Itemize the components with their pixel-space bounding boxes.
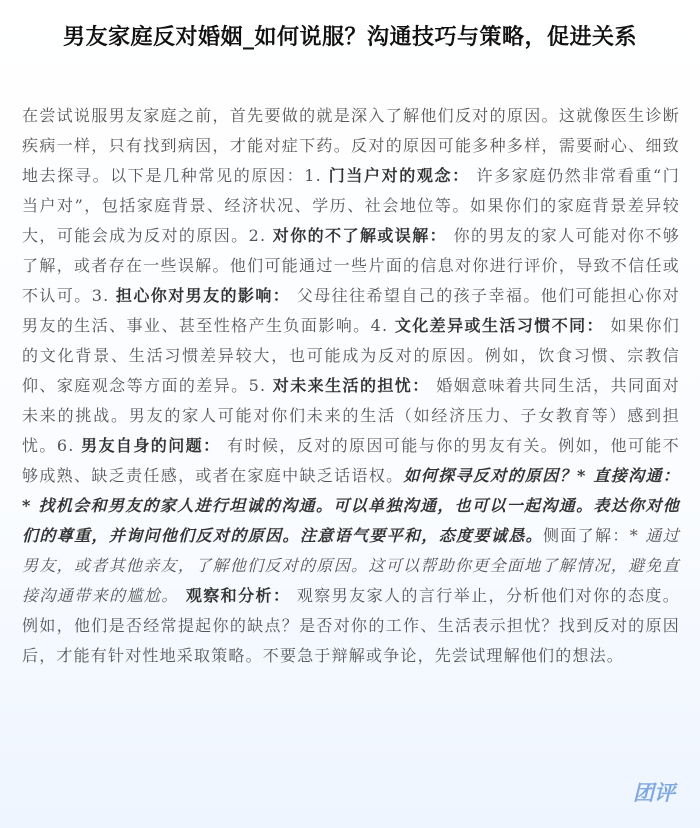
reason-heading-5: 对未来生活的担忧： xyxy=(272,376,430,395)
reason-text-4: 如果你们的文化背景、生活习惯差异较大，也可能成为反对的原因。例如，饮食习惯、宗教信仰、家庭观念等方面的差异。 xyxy=(22,316,680,395)
reason-heading-2: 对你的不了解或误解： xyxy=(272,226,448,245)
site-logo xyxy=(630,778,678,806)
item-number-1: 1. xyxy=(304,166,329,185)
reason-heading-4: 文化差异或生活习惯不同： xyxy=(394,316,604,335)
reason-text-1: 许多家庭仍然非常看重“门当户对”，包括家庭背景、经济状况、学历、社会地位等。如果你们的家庭背景差异较大，可能会成为反对的原因。 xyxy=(22,166,680,245)
reason-text-3: 父母往往希望自己的孩子幸福。他们可能担心你对男友的生活、事业、甚至性格产生负面影响。 xyxy=(22,286,680,335)
reason-heading-3: 担心你对男友的影响： xyxy=(115,286,291,305)
observe-label: 观察和分析： xyxy=(178,586,291,605)
site-logo-text: 团评 xyxy=(633,781,675,805)
article-body xyxy=(22,101,680,671)
side-inquiry-text: * 通过男友，或者其他亲友，了解他们反对的原因。这可以帮助你更全面地了解情况，避免直接沟通带来的尴尬。 xyxy=(22,526,680,605)
intro-text: 在尝试说服男友家庭之前，首先要做的就是深入了解他们反对的原因。这就像医生诊断疾病一样，只有找到病因，才能对症下药。反对的原因可能多种多样，需要耐心、细致地去探寻。以下是几种常见的原因： xyxy=(22,106,680,185)
reason-heading-6: 男友自身的问题： xyxy=(81,436,221,455)
page-title: 男友家庭反对婚姻_如何说服？沟通技巧与策略，促进关系 xyxy=(62,24,637,50)
item-number-4: 4. xyxy=(370,316,395,335)
item-number-2: 2. xyxy=(248,226,273,245)
reason-heading-1: 门当户对的观念： xyxy=(328,166,470,185)
item-number-5: 5. xyxy=(248,376,273,395)
item-number-6: 6. xyxy=(56,436,82,455)
reason-text-2: 你的男友的家人可能对你不够了解，或者存在一些误解。他们可能通过一些片面的信息对你进行评价，导致不信任或不认可。 xyxy=(22,226,680,305)
item-number-3: 3. xyxy=(91,286,116,305)
reason-text-5: 婚姻意味着共同生活，共同面对未来的挑战。男友的家人可能对你们未来的生活（如经济压力、子女教育等）感到担忧。 xyxy=(22,376,681,455)
side-inquiry-label: 侧面了解： xyxy=(542,526,630,545)
direct-communication-text: 如何探寻反对的原因？* 直接沟通：* 找机会和男友的家人进行坦诚的沟通。可以单独沟通，也可以一起沟通。表达你对他们的尊重，并询问他们反对的原因。注意语气要平和，态度要诚恳。 xyxy=(22,466,680,545)
reason-text-6: 有时候，反对的原因可能与你的男友有关。例如，他可能不够成熟、缺乏责任感，或者在家庭中缺乏话语权。 xyxy=(22,436,680,485)
observe-text: 观察男友家人的言行举止，分析他们对你的态度。例如，他们是否经常提起你的缺点？是否对你的工作、生活表示担忧？找到反对的原因后，才能有针对性地采取策略。不要急于辩解或争论，先尝试理解他们的想法。 xyxy=(22,586,680,665)
